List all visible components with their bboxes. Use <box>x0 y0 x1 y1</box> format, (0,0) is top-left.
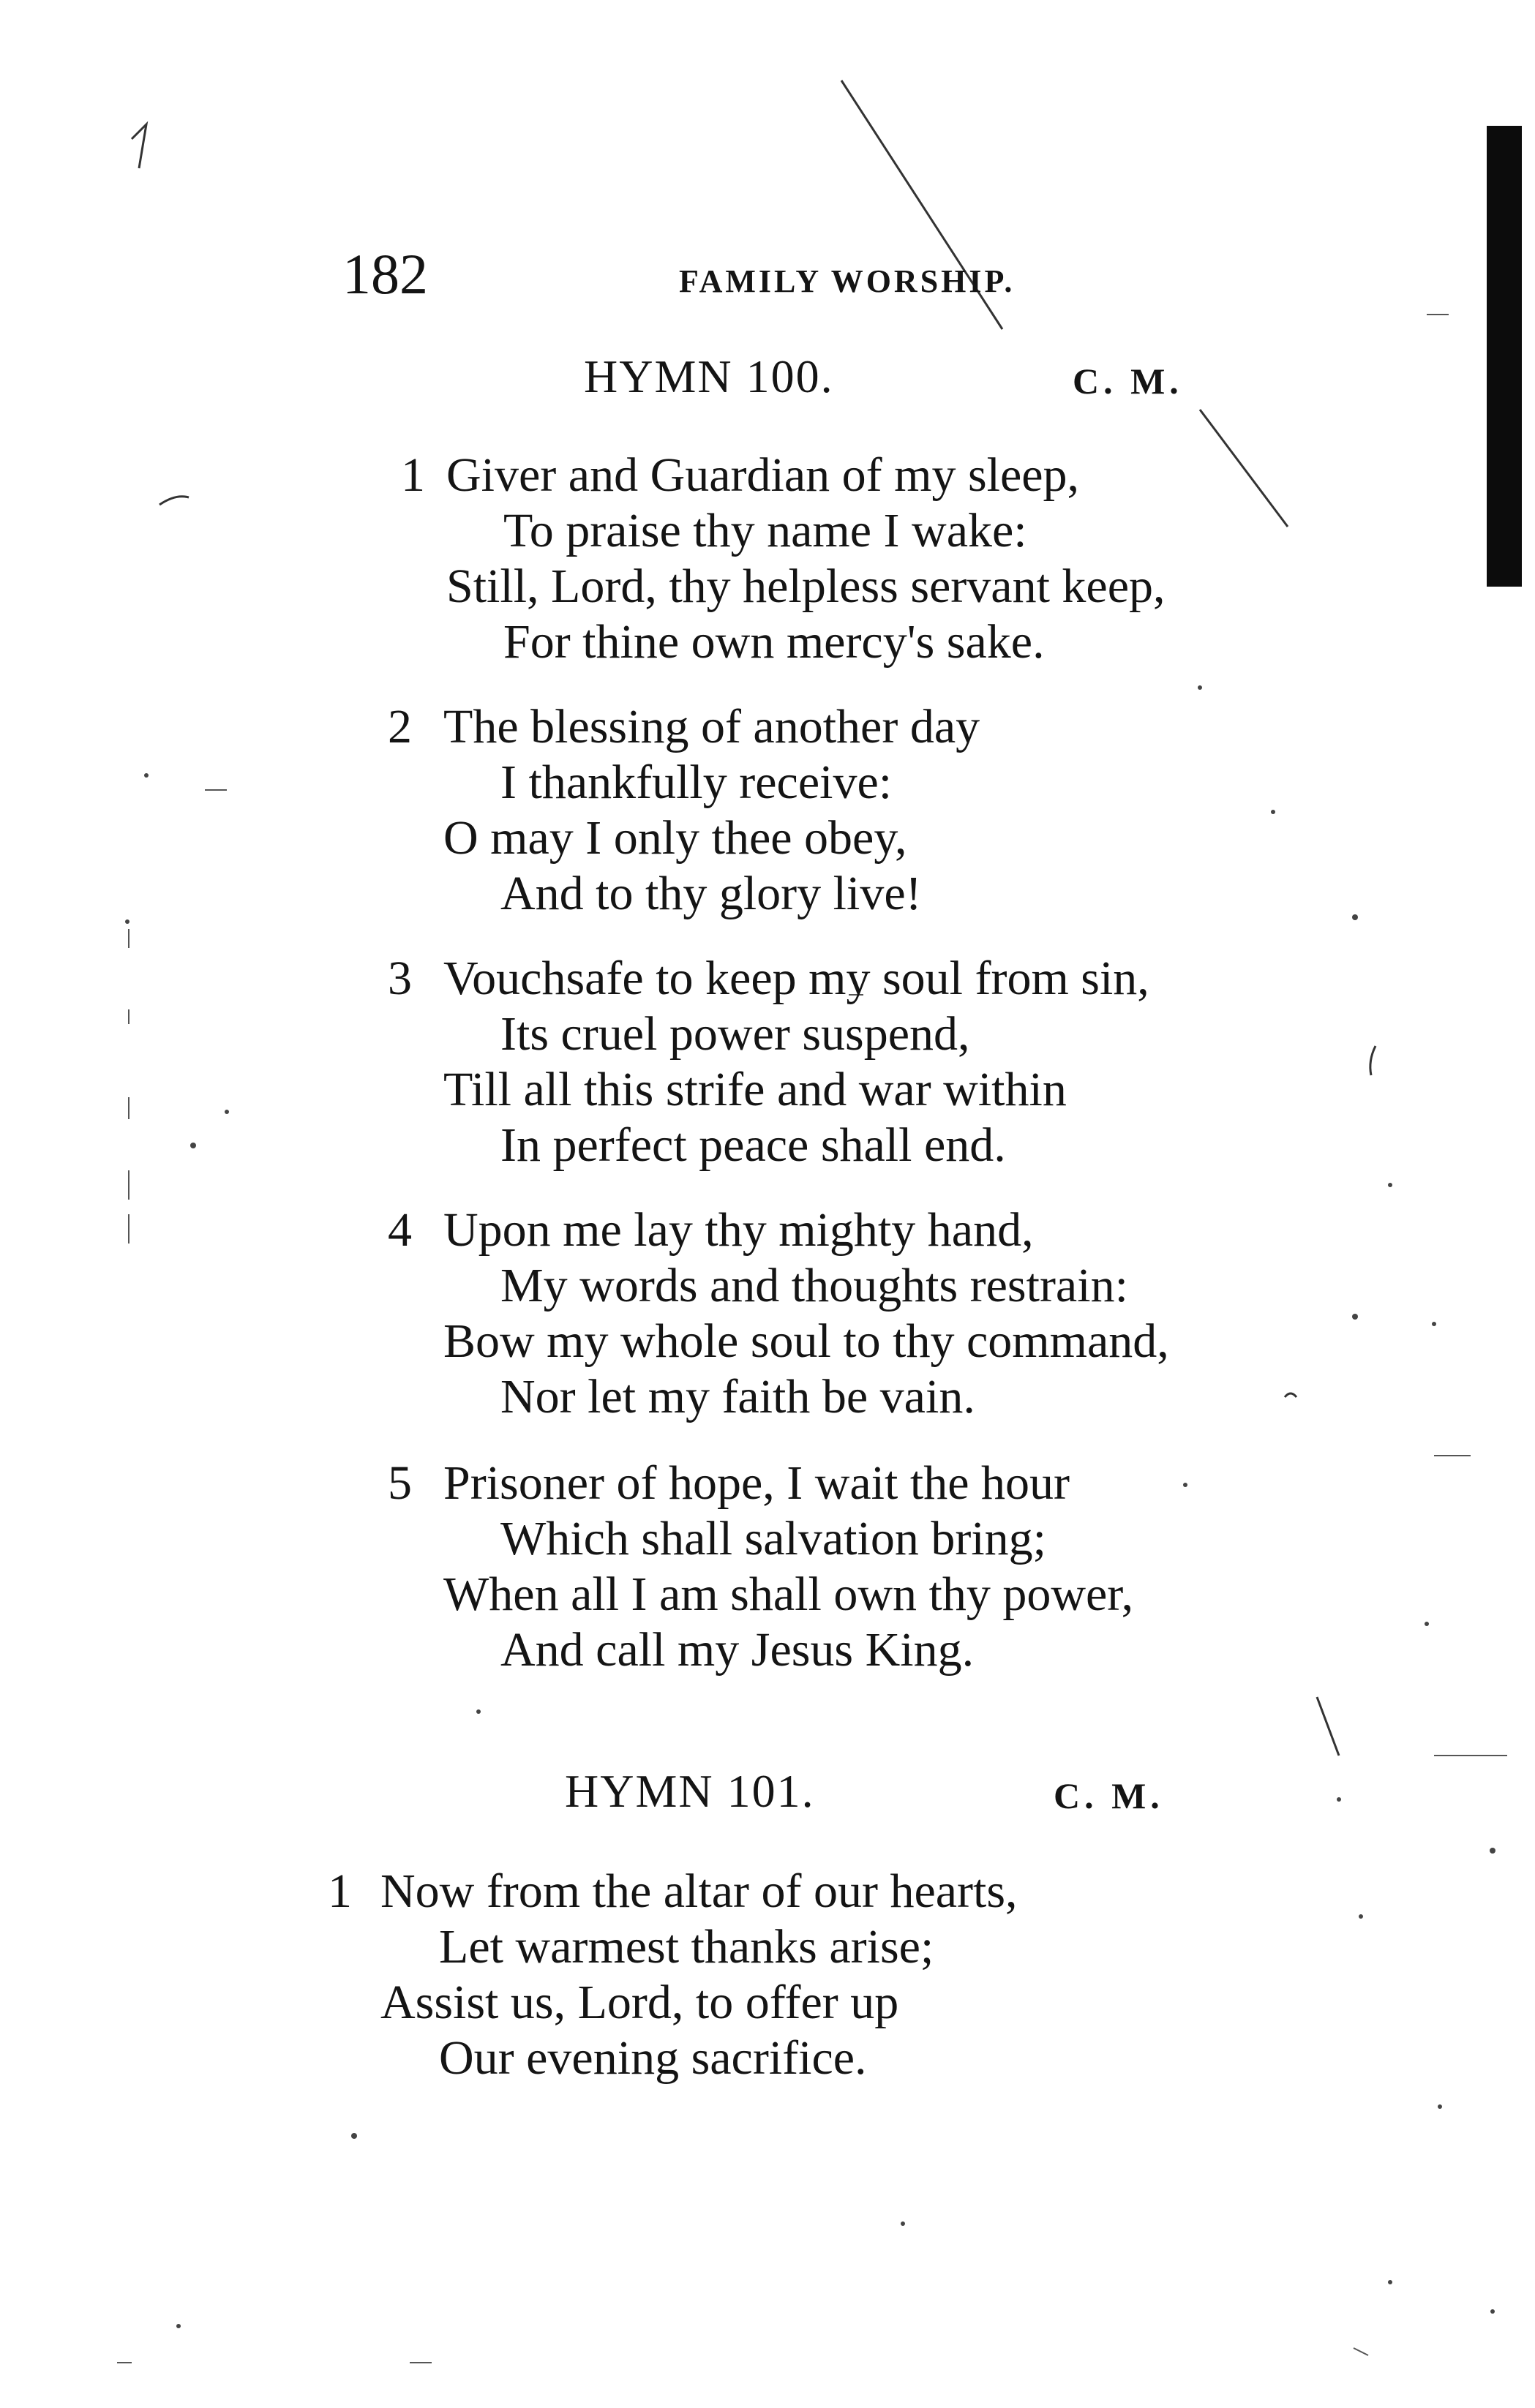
page-number: 182 <box>342 242 428 306</box>
stanza-number: 3 <box>388 952 412 1005</box>
verse-line: When all I am shall own thy power, <box>443 1568 1134 1621</box>
verse-line: My words and thoughts restrain: <box>500 1259 1128 1312</box>
hymn-title: HYMN 100. <box>584 350 834 402</box>
verse-line: Till all this strife and war within <box>443 1063 1067 1116</box>
verse-line: For thine own mercy's sake. <box>503 615 1045 669</box>
running-head <box>0 241 1535 307</box>
stanza-number: 1 <box>401 448 425 502</box>
verse-line: And call my Jesus King. <box>500 1623 975 1677</box>
verse-line: In perfect peace shall end. <box>500 1118 1006 1172</box>
verse-line: Upon me lay thy mighty hand, <box>443 1203 1034 1257</box>
verse-line: Bow my whole soul to thy command, <box>443 1314 1169 1368</box>
verse-line: Prisoner of hope, I wait the hour <box>443 1456 1070 1510</box>
verse-line: I thankfully receive: <box>500 756 893 809</box>
hymn-title: HYMN 101. <box>565 1765 815 1817</box>
verse-line: And to thy glory live! <box>500 867 922 920</box>
verse-line: Nor let my faith be vain. <box>500 1370 975 1423</box>
hymn-meter: C. M. <box>1073 361 1183 402</box>
verse-line: To praise thy name I wake: <box>503 504 1027 557</box>
verse-line: Still, Lord, thy helpless servant keep, <box>446 560 1166 613</box>
verse-line: The blessing of another day <box>443 700 980 753</box>
hymn-meter: C. M. <box>1054 1775 1164 1816</box>
verse-line: Assist us, Lord, to offer up <box>380 1976 899 2029</box>
hymn-heading <box>0 344 1535 410</box>
verse-line: Vouchsafe to keep my soul from sin, <box>443 952 1149 1005</box>
stanza-number: 1 <box>328 1865 352 1918</box>
running-title: FAMILY WORSHIP. <box>679 263 1016 299</box>
verse-line: Now from the altar of our hearts, <box>380 1865 1018 1918</box>
verse-line: O may I only thee obey, <box>443 811 907 865</box>
verse-line: Giver and Guardian of my sleep, <box>446 448 1080 502</box>
verse-line: Its cruel power suspend, <box>500 1007 970 1061</box>
verse-line: Our evening sacrifice. <box>439 2031 867 2085</box>
stanza-number: 2 <box>388 700 412 753</box>
verse-line: Let warmest thanks arise; <box>439 1920 934 1974</box>
stanza-number: 4 <box>388 1203 412 1257</box>
stanza-number: 5 <box>388 1456 412 1510</box>
verse-line: Which shall salvation bring; <box>500 1512 1047 1565</box>
hymn-heading <box>0 1758 1535 1824</box>
